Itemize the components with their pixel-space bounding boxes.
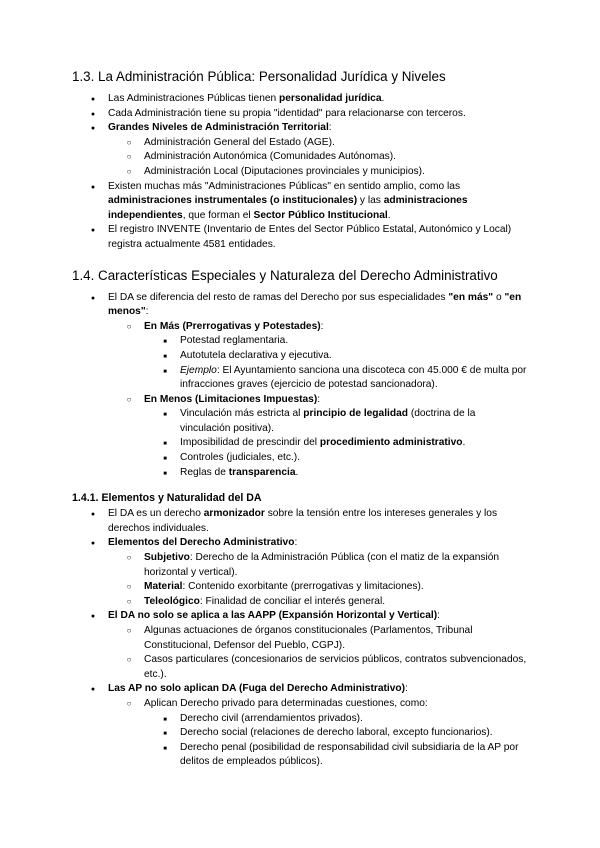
list-item: ○ En Menos (Limitaciones Impuestas): [72,393,528,408]
list-item: ● Las Administraciones Públicas tienen personalidad jurídica. [72,92,528,107]
circle-bullet-icon [124,320,134,335]
en-mas-list [72,334,528,392]
list-item: ● Las AP no solo aplican DA (Fuga del Derecho Administrativo): [72,682,528,697]
list-item: ○ Aplican Derecho privado para determinadas cuestiones, como: [72,697,528,712]
private-law-list [72,712,528,770]
list-item: ● El DA se diferencia del resto de ramas del Derecho por sus especialidades "en más" o "en menos": [72,291,528,320]
list-item: ○ Administración Local (Diputaciones provinciales y municipios). [72,165,528,180]
list-item: ■ Autotutela declarativa y ejecutiva. [72,349,528,364]
list-item: ■ Controles (judiciales, etc.). [72,451,528,466]
bullet-icon [88,180,98,196]
circle-bullet-icon [124,624,134,639]
list-item: ○ Administración Autonómica (Comunidades Autónomas). [72,150,528,165]
square-bullet-icon [160,436,170,452]
list-item: ■ Reglas de transparencia. [72,466,528,481]
section-1-3-heading: 1.3. La Administración Pública: Personalidad Jurídica y Niveles [72,69,446,84]
bullet-icon [88,291,98,307]
square-bullet-icon [160,726,170,742]
section-1-4-1-heading: 1.4.1. Elementos y Naturalidad del DA [72,492,262,505]
bullet-icon [88,92,98,108]
section-1-4-heading: 1.4. Características Especiales y Naturaleza del Derecho Administrativo [72,267,498,283]
square-bullet-icon [160,364,170,380]
circle-bullet-icon [124,580,134,595]
circle-bullet-icon [124,165,134,180]
section-1-4-list [72,291,528,320]
bullet-icon [88,682,98,698]
list-item: ■ Derecho penal (posibilidad de responsabilidad civil subsidiaria de la AP por delitos de empleados públicos). [72,741,528,770]
list-item: ● Cada Administración tiene su propia "identidad" para relacionarse con terceros. [72,107,528,122]
square-bullet-icon [160,334,170,350]
bullet-icon [88,536,98,552]
list-item: ■ Derecho civil (arrendamientos privados). [72,712,528,727]
square-bullet-icon [160,349,170,365]
list-item: ● Elementos del Derecho Administrativo: [72,536,528,551]
square-bullet-icon [160,451,170,467]
en-menos-list [72,407,528,480]
list-item: ■ Derecho social (relaciones de derecho laboral, excepto funcionarios). [72,726,528,741]
circle-bullet-icon [124,595,134,610]
list-item: ● El registro INVENTE (Inventario de Entes del Sector Público Estatal, Autonómico y Local) registra actualmente 4581 entidades. [72,223,528,252]
circle-bullet-icon [124,697,134,712]
list-item: ○ Teleológico: Finalidad de conciliar el interés general. [72,595,528,610]
list-item: ■ Imposibilidad de prescindir del procedimiento administrativo. [72,436,528,451]
square-bullet-icon [160,466,170,482]
list-item: ● Grandes Niveles de Administración Territorial: [72,121,528,136]
section-1-3-list [72,92,528,136]
bullet-icon [88,609,98,625]
bullet-icon [88,223,98,239]
circle-bullet-icon [124,150,134,165]
square-bullet-icon [160,407,170,423]
elements-list [72,551,528,609]
circle-bullet-icon [124,393,134,408]
territorial-levels-list [72,136,528,180]
list-item: ○ Casos particulares (concesionarios de servicios públicos, contratos subvencionados, etc.). [72,653,528,682]
circle-bullet-icon [124,136,134,151]
square-bullet-icon [160,741,170,757]
bullet-icon [88,107,98,123]
list-item: ○ Algunas actuaciones de órganos constitucionales (Parlamentos, Tribunal Constitucional, Defensor del Pueblo, CGPJ). [72,624,528,653]
square-bullet-icon [160,712,170,728]
list-item: ■ Potestad reglamentaria. [72,334,528,349]
list-item: ○ Material: Contenido exorbitante (prerrogativas y limitaciones). [72,580,528,595]
circle-bullet-icon [124,653,134,668]
list-item: ○ En Más (Prerrogativas y Potestades): [72,320,528,335]
list-item: ● Existen muchas más "Administraciones Públicas" en sentido amplio, como las administraciones instrumentales (o institucionales) y las administraciones independientes, que forman el Sector Público Institucional. [72,180,528,224]
list-item: ○ Subjetivo: Derecho de la Administración Pública (con el matiz de la expansión horizontal y vertical). [72,551,528,580]
bullet-icon [88,507,98,523]
list-item: ○ Administración General del Estado (AGE). [72,136,528,151]
bullet-icon [88,121,98,137]
list-item: ■ Vinculación más estricta al principio de legalidad (doctrina de la vinculación positiva). [72,407,528,436]
circle-bullet-icon [124,551,134,566]
list-item: ● El DA no solo se aplica a las AAPP (Expansión Horizontal y Vertical): [72,609,528,624]
expansion-list [72,624,528,682]
list-item: ■ Ejemplo: El Ayuntamiento sanciona una discoteca con 45.000 € de multa por infracciones graves (ejercicio de potestad sancionadora). [72,364,528,393]
section-1-4-1-list [72,507,528,551]
list-item: ● El DA es un derecho armonizador sobre la tensión entre los intereses generales y los derechos individuales. [72,507,528,536]
